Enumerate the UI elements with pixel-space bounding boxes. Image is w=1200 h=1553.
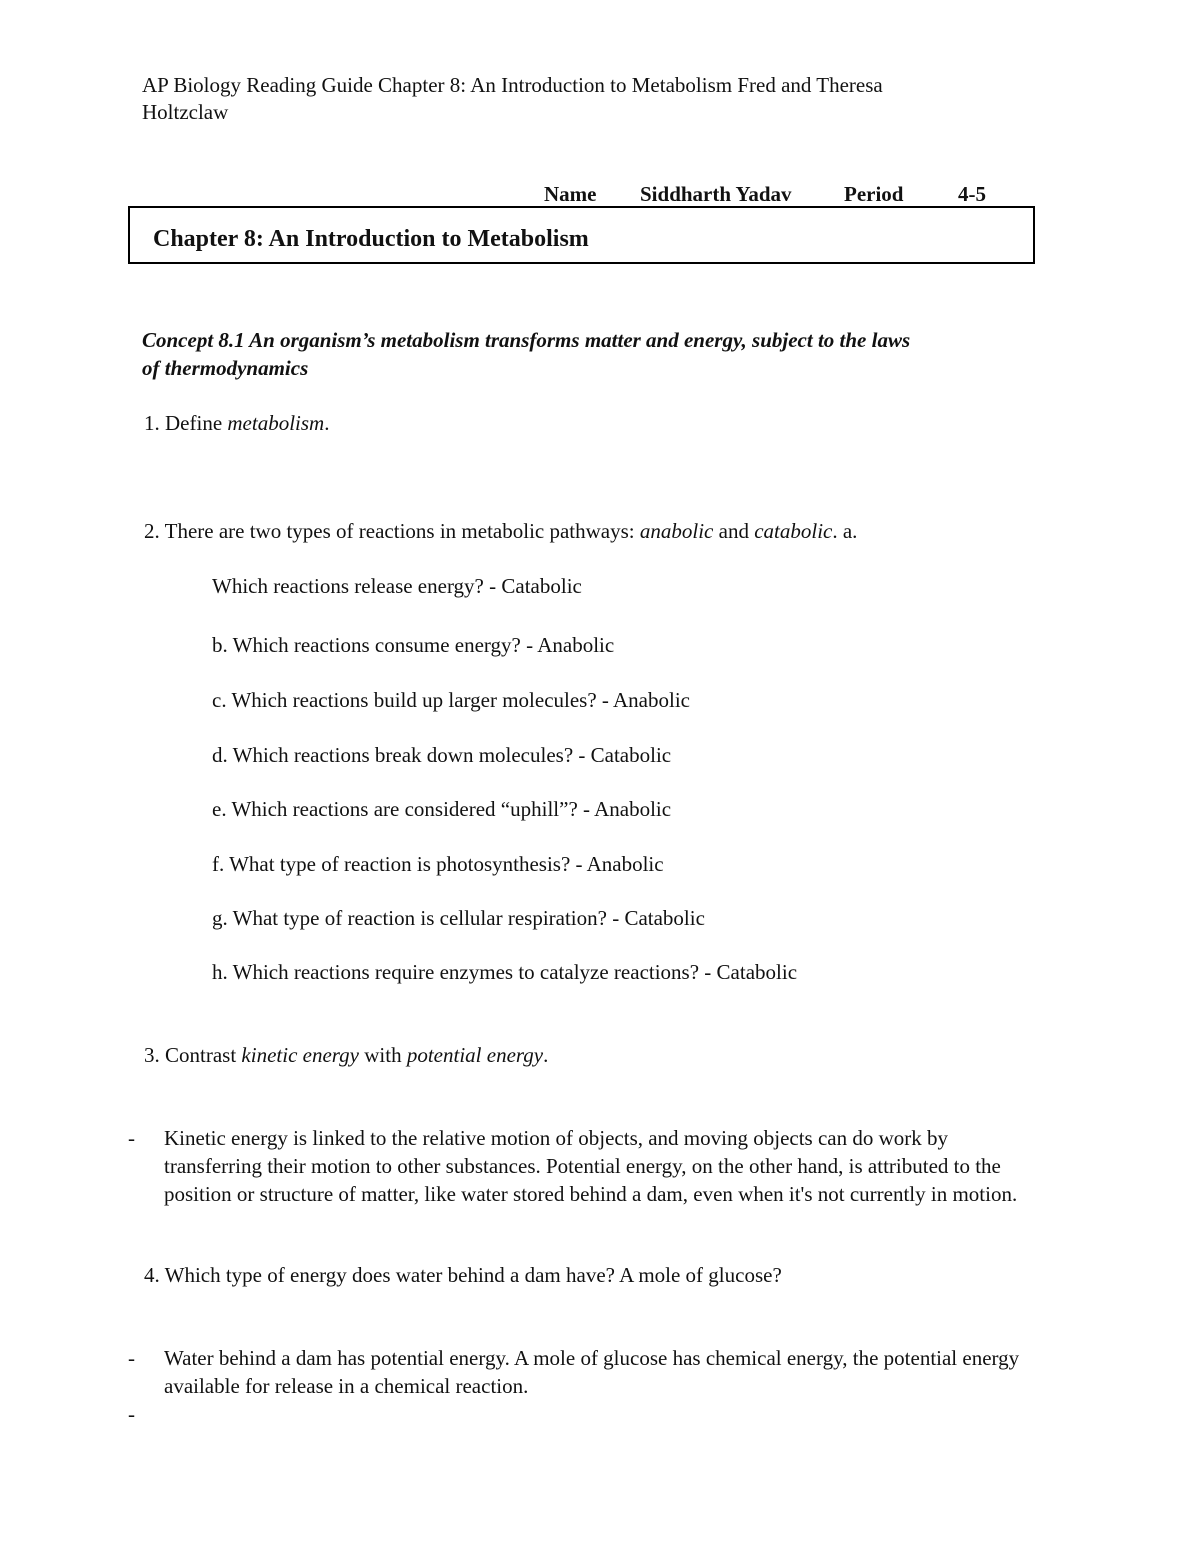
question-2-prefix: 2. There are two types of reactions in metabolic pathways:: [144, 519, 640, 543]
question-2-term-anabolic: anabolic: [639, 519, 714, 543]
answer-4: [164, 1344, 1019, 1400]
q2-item-b: b. Which reactions consume energy? - Anabolic: [212, 633, 615, 657]
q2-item-h: h. Which reactions require enzymes to catalyze reactions? - Catabolic: [212, 960, 798, 984]
question-2-suffix: . a.: [832, 519, 858, 543]
chapter-title-box: [128, 206, 1035, 264]
question-3-term-kinetic: kinetic energy: [241, 1043, 359, 1067]
question-3-term-potential: potential energy: [406, 1043, 544, 1067]
chapter-title: Chapter 8: An Introduction to Metabolism: [153, 226, 589, 252]
name-label: Name: [544, 182, 597, 206]
answer-3-bullet: -: [128, 1126, 135, 1150]
answer-4-line-1: Water behind a dam has potential energy. A mole of glucose has chemical energy, the potential energy: [164, 1346, 1020, 1370]
name-value: Siddharth Yadav: [640, 182, 792, 206]
q2-item-d: d. Which reactions break down molecules? - Catabolic: [212, 743, 672, 767]
q2-item-a: Which reactions release energy? - Catabolic: [212, 574, 582, 598]
header-line-2: Holtzclaw: [142, 100, 229, 124]
answer-3-line-1: Kinetic energy is linked to the relative motion of objects, and moving objects can do work by: [164, 1126, 949, 1150]
answer-3-line-3: position or structure of matter, like water stored behind a dam, even when it's not currently in motion.: [164, 1182, 1018, 1206]
question-3: [144, 1043, 548, 1068]
q2-item-e: e. Which reactions are considered “uphill”? - Anabolic: [212, 797, 672, 821]
period-value: 4-5: [958, 182, 986, 206]
period-label: Period: [844, 182, 904, 206]
question-2-term-catabolic: catabolic: [754, 519, 833, 543]
q2-item-g: g. What type of reaction is cellular respiration? - Catabolic: [212, 906, 705, 930]
answer-4-line-2: available for release in a chemical reaction.: [164, 1374, 529, 1398]
answer-3-line-2: transferring their motion to other substances. Potential energy, on the other hand, is attributed to the: [164, 1154, 1001, 1178]
question-1-suffix: .: [324, 411, 330, 435]
question-1-prefix: 1. Define: [144, 411, 228, 435]
concept-line-2: of thermodynamics: [142, 356, 309, 380]
question-2: [144, 519, 857, 544]
question-4: 4. Which type of energy does water behind a dam have? A mole of glucose?: [144, 1263, 782, 1287]
document-header: [142, 72, 883, 126]
answer-3: [164, 1124, 1017, 1208]
q2-item-f: f. What type of reaction is photosynthesis? - Anabolic: [212, 852, 664, 876]
question-3-suffix: .: [543, 1043, 549, 1067]
concept-line-1: Concept 8.1 An organism’s metabolism transforms matter and energy, subject to the laws: [142, 328, 911, 352]
empty-bullet: -: [128, 1402, 135, 1426]
q2-item-c: c. Which reactions build up larger molecules? - Anabolic: [212, 688, 690, 712]
question-1-term: metabolism: [227, 411, 325, 435]
question-1: [144, 411, 329, 436]
answer-4-bullet: -: [128, 1346, 135, 1370]
question-2-mid: and: [713, 519, 755, 543]
concept-heading: [142, 326, 910, 382]
question-3-mid: with: [359, 1043, 407, 1067]
question-3-prefix: 3. Contrast: [144, 1043, 242, 1067]
header-line-1: AP Biology Reading Guide Chapter 8: An Introduction to Metabolism Fred and Theresa: [142, 73, 883, 97]
